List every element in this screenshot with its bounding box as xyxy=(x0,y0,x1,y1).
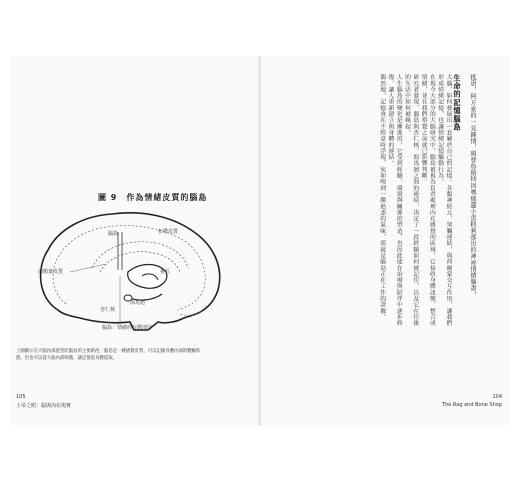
body-paragraph: 大腦，如何發展出一套屬於自己的記憶。各類神經元、突觸連結，與荷爾蒙交互作用，讓我們形成情緒記憶，也讓情緒記憶驅動行為。 xyxy=(436,74,451,327)
left-page xyxy=(10,56,260,426)
right-folio-title: The Rag and Bone Shop xyxy=(442,402,502,408)
insula-region xyxy=(118,232,122,270)
left-folio-number: 105 xyxy=(16,394,26,400)
intro-column: 抵唐，阿方索的一見鍾情，與曹魯斯特因嗎德蓮小蛋糕剎那出的神祕情緒腦畫， xyxy=(469,74,476,298)
section-heading: 生命的記憶腦島 xyxy=(453,74,462,132)
label-prefrontal: 前額葉皮質 xyxy=(38,269,64,275)
body-paragraph: 人生腦島的變化是漸進的，它受到經驗、環境與關係的塑造，也因此能在治療與陪伴中逐步修復，讓人重新建立與身體的連結。 xyxy=(386,74,402,327)
cingulate-arc xyxy=(92,242,188,268)
label-insula-bottom: 腦島：情緒的台階部位 xyxy=(102,325,153,331)
label-insula: 腦島 xyxy=(108,231,119,237)
left-folio-title: 上帝之眼：腦與內在現實 xyxy=(16,403,72,409)
body-text xyxy=(377,74,452,330)
body-paragraph: 偶然地，記憶會在不經意時浮現，宛如嗅到一縷熟悉的氣味，那就是腦島正在工作的證據。 xyxy=(378,74,385,320)
right-folio-number: 104 xyxy=(492,394,502,400)
label-thalamus: 視丘 xyxy=(160,269,171,275)
label-amygdala: 杏仁核 xyxy=(100,307,116,313)
book-spread xyxy=(10,56,510,426)
figure-caption: 上圖顯示在大腦內部蛋型狀腦島的主要路徑，腦島是一種感覺皮質，可以記錄身體內部的體驗狀態，但也可以從大腦內部刺激，讓記憶從身體提取。 xyxy=(16,349,201,361)
right-page xyxy=(260,56,510,426)
body-paragraph: 研究者發現，腦島與杏仁核、海馬迴之間的連結，決定了一段經驗如何被記住，以及它在往後的生活中如何被喚起。 xyxy=(403,74,418,327)
label-hippocampus: 海馬迴 xyxy=(130,300,146,306)
body-paragraph: 在現今大部分的大腦研究中，腦島被視為負責處理內在感覺的區域，它接收身體訊號，整合成情緒，並在我們察覺之前就已影響判斷。 xyxy=(420,74,435,327)
label-cingulate: 扣帶皮質 xyxy=(158,229,179,235)
figure-title: 圖 9 作為情緒皮質的腦島 xyxy=(98,193,208,202)
